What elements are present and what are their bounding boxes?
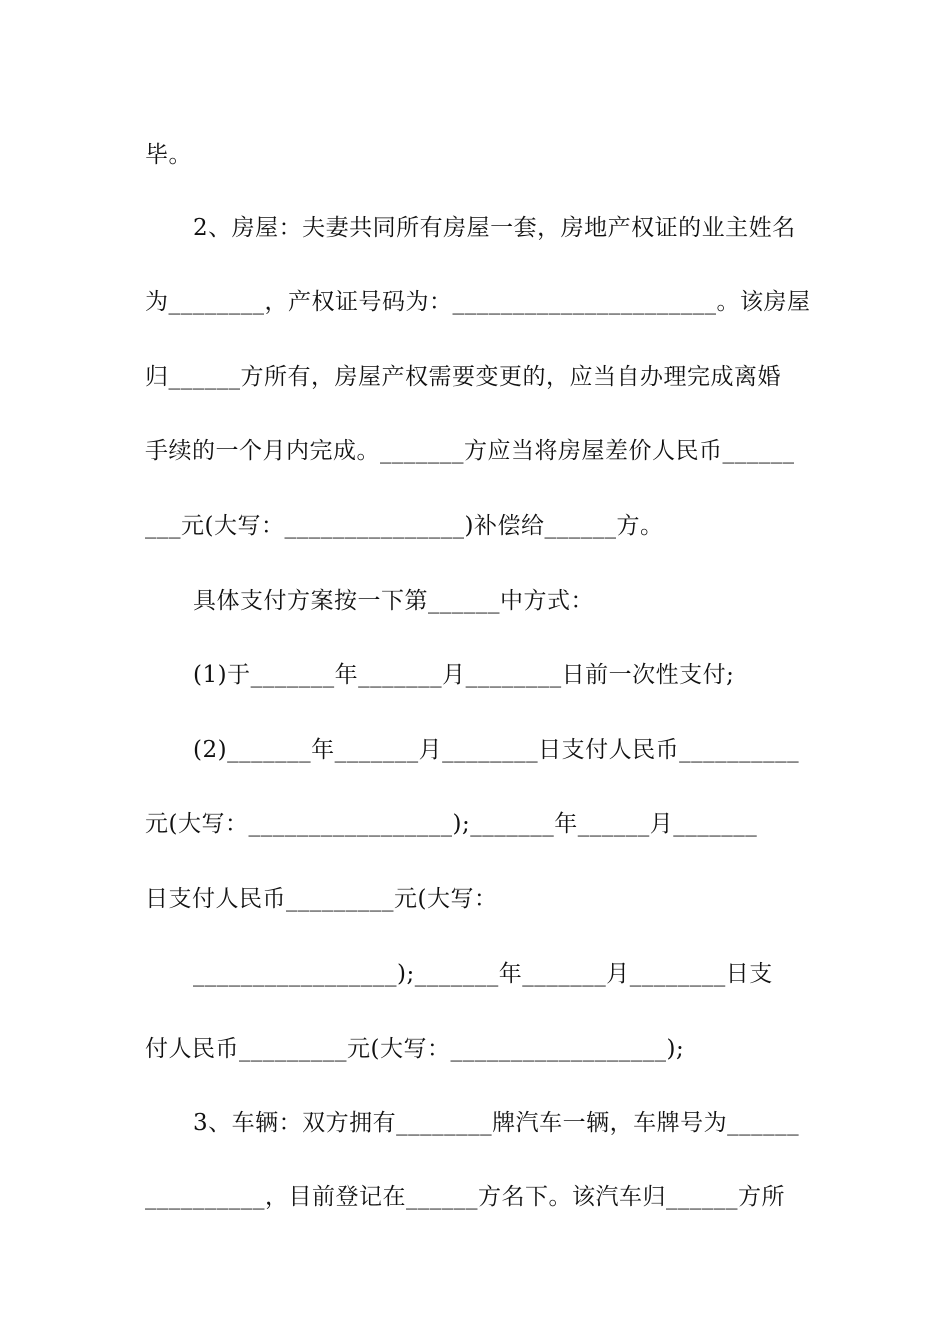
text-line-5: 手续的一个月内完成。_______方应当将房屋差价人民币______ <box>145 438 795 464</box>
text-line-10: 元(大写：_________________);_______年______月_______ <box>145 811 758 837</box>
text-line-8: (1)于_______年_______月________日前一次性支付; <box>193 662 735 688</box>
text-line-12: _________________);_______年_______月________日支 <box>193 961 773 987</box>
text-line-2: 2、房屋：夫妻共同所有房屋一套，房地产权证的业主姓名 <box>193 215 796 241</box>
text-line-6: ___元(大写：_______________)补偿给______方。 <box>145 513 664 539</box>
text-line-9: (2)_______年_______月________日支付人民币__________ <box>193 737 800 763</box>
text-line-15: __________，目前登记在______方名下。该汽车归______方所 <box>145 1184 785 1210</box>
text-line-7: 具体支付方案按一下第______中方式： <box>193 588 594 614</box>
text-line-1: 毕。 <box>145 142 192 168</box>
text-line-4: 归______方所有，房屋产权需要变更的，应当自办理完成离婚 <box>145 364 781 390</box>
text-line-14: 3、车辆：双方拥有________牌汽车一辆，车牌号为______ <box>193 1110 800 1136</box>
text-line-3: 为________，产权证号码为：______________________。该房屋 <box>145 289 811 315</box>
text-line-13: 付人民币_________元(大写：__________________); <box>145 1036 685 1062</box>
text-line-11: 日支付人民币_________元(大写： <box>145 886 498 912</box>
